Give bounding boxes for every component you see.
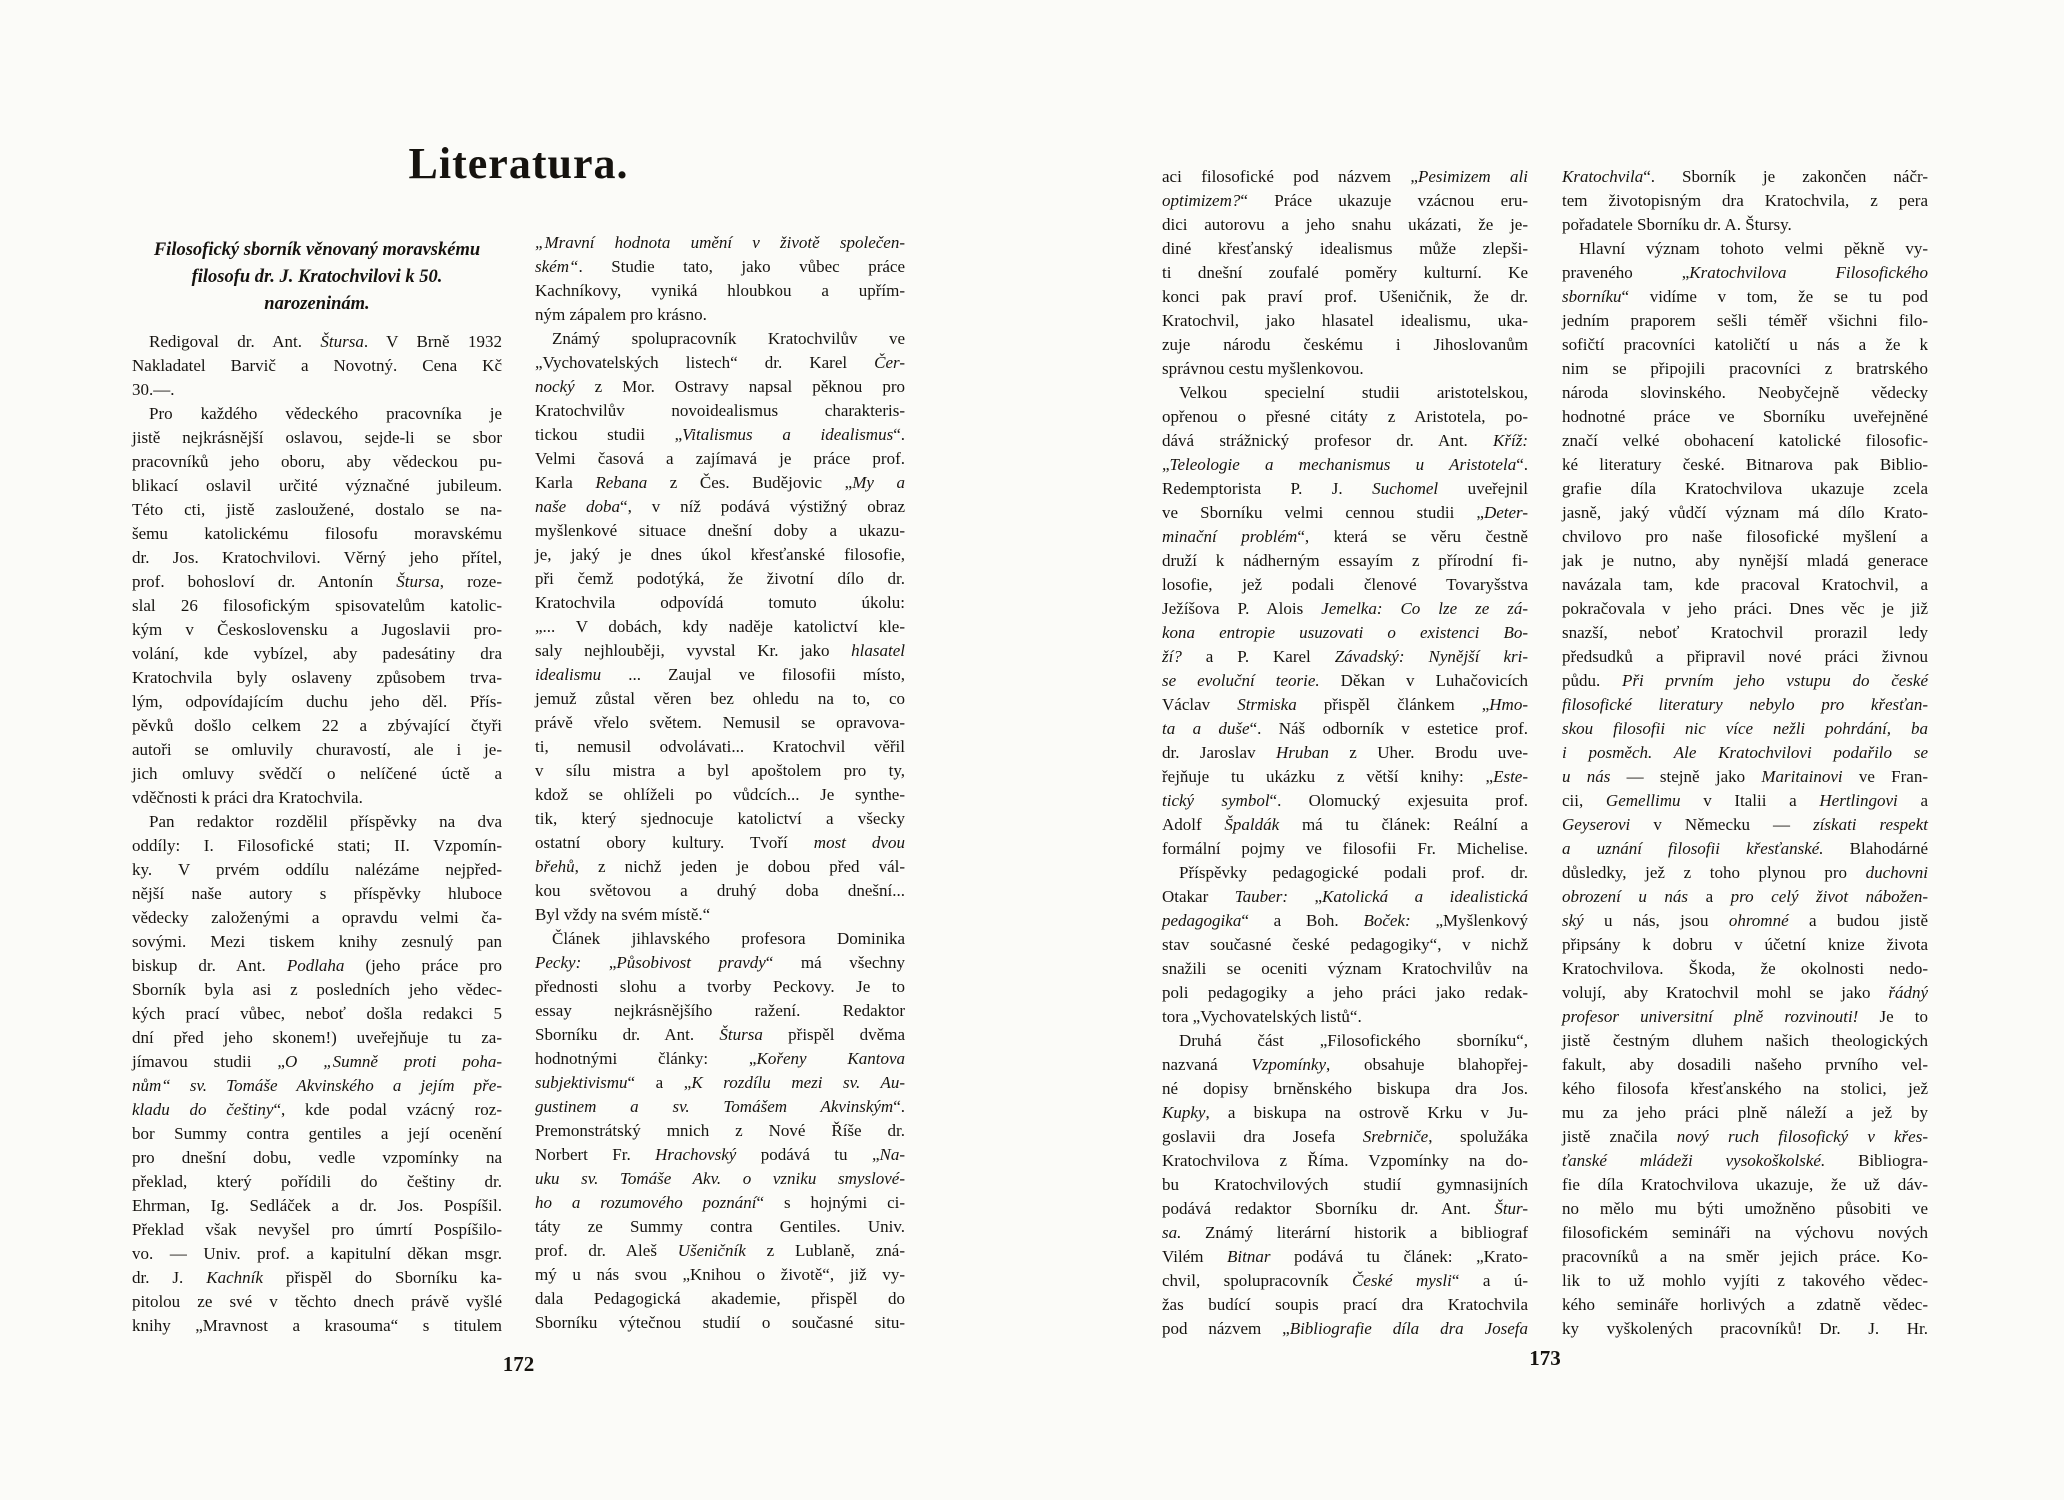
text-line: pitolou ze své v těchto dnech právě vyšlé	[132, 1292, 502, 1311]
text-line: kých prací vůbec, neboť došla redakci 5	[132, 1004, 502, 1023]
text-line: slal 26 filosofickým spisovatelům katolic-	[132, 596, 502, 615]
text-line: goslavii dra Josefa Srebrniče, spolužáka	[1162, 1127, 1528, 1146]
text-line: Otakar Tauber: „Katolická a idealistická	[1162, 887, 1528, 906]
text-line: Velmi časová a zajímavá je práce prof.	[535, 449, 905, 468]
text-line: pracovníků jeho oboru, aby vědeckou pu-	[132, 452, 502, 471]
text-line: essay nejkrásnějšího ražení. Redaktor	[535, 1001, 905, 1020]
text-line: losofie, jež podali členové Tovaryšstva	[1162, 575, 1528, 594]
text-line: Redigoval dr. Ant. Štursa. V Brně 1932	[132, 332, 502, 351]
text-line: sa. Známý literární historik a bibliograf	[1162, 1223, 1528, 1242]
text-line: Článek jihlavského profesora Dominika	[535, 929, 905, 948]
text-line: bor Summy contra gentiles a její ocenění	[132, 1124, 502, 1143]
text-line: pěvků došlo celkem 22 a zbývající čtyři	[132, 716, 502, 735]
text-line: optimizem?“ Práce ukazuje vzácnou eru-	[1162, 191, 1528, 210]
text-line: Nakladatel Barvič a Novotný. Cena Kč	[132, 356, 502, 375]
text-line: kou světovou a druhý doba dnešní...	[535, 881, 905, 900]
text-line: Kachníkovy, vyniká hloubkou a upřím-	[535, 281, 905, 300]
text-line: „Teleologie a mechanismus u Aristotela“.	[1162, 455, 1528, 474]
text-line: lým, odpovídajícím duchu jeho děl. Přís-	[132, 692, 502, 711]
text-line: mý u nás svou „Knihou o životě“, již vy-	[535, 1265, 905, 1284]
text-line: diné křesťanský idealismus může zlepši-	[1162, 239, 1528, 258]
text-line: né dopisy brněnského biskupa dra Jos.	[1162, 1079, 1528, 1098]
text-line: a uznání filosofii křesťanské. Blahodárné	[1562, 839, 1928, 858]
text-line: Pro každého vědeckého pracovníka je	[132, 404, 502, 423]
text-line: pokračovala v jeho práci. Dnes věc je již	[1562, 599, 1928, 618]
text-line: šemu katolickému filosofu moravskému	[132, 524, 502, 543]
text-line: sborníku“ vidíme v tom, že se tu pod	[1562, 287, 1928, 306]
text-line: táty ze Summy contra Gentiles. Univ.	[535, 1217, 905, 1236]
text-line: blikací oslavil určité význačné jubileum.	[132, 476, 502, 495]
text-line: Vilém Bitnar podává tu článek: „Krato-	[1162, 1247, 1528, 1266]
text-line: ky. V prvém oddílu nalézáme nejpřed-	[132, 860, 502, 879]
text-line: skou filosofii nic více nežli pohrdání, ba	[1562, 719, 1928, 738]
text-line: pořadatele Sborníku dr. A. Štursy.	[1562, 215, 1792, 234]
text-line: Pan redaktor rozdělil příspěvky na dva	[132, 812, 502, 831]
text-line: idealismu ... Zaujal ve filosofii místo,	[535, 665, 905, 684]
text-line: lik to už mohlo vyjíti z takového vědec-	[1562, 1271, 1928, 1290]
text-line: navázala tam, kde pracoval Kratochvil, a	[1562, 575, 1928, 594]
text-line: je, jaký je dnes úkol křesťanské filosofie,	[535, 545, 905, 564]
text-line: gustinem a sv. Tomášem Akvinským“.	[535, 1097, 905, 1116]
text-line: no mělo mu býti umožněno působiti ve	[1562, 1199, 1928, 1218]
text-line: Sborníku dr. Ant. Štursa přispěl dvěma	[535, 1025, 905, 1044]
text-line: jímavou studii „O „Sumně proti poha-	[132, 1052, 502, 1071]
text-line: ve Sborníku velmi cennou studii „Deter-	[1162, 503, 1528, 522]
text-line: Kratochvila byly oslaveny způsobem trva-	[132, 668, 502, 687]
left-page-column-2	[535, 231, 905, 1335]
text-line: ťanské mládeži vysokoškolské. Bibliogra-	[1562, 1151, 1928, 1170]
text-line: Václav Strmiska přispěl článkem „Hmo-	[1162, 695, 1528, 714]
text-line: Geyserovi v Německu — získati respekt	[1562, 815, 1928, 834]
text-line: nocký z Mor. Ostravy napsal pěknou pro	[535, 377, 905, 396]
text-line: řejňuje tu ukázku z větší knihy: „Este-	[1162, 767, 1528, 786]
text-line: tik, který sjednocuje katolictví a všecky	[535, 809, 905, 828]
text-line: ké literatury české. Bitnarova pak Biblio-	[1562, 455, 1928, 474]
dedication	[132, 237, 502, 318]
text-line: břehů, z nichž jeden je dobou před vál-	[535, 857, 905, 876]
text-line: ží? a P. Karel Závadský: Nynější kri-	[1162, 647, 1528, 666]
text-line: přednosti slohu a tvorby Peckovy. Je to	[535, 977, 905, 996]
text-line: i posměch. Ale Kratochvilovi podařilo se	[1562, 743, 1928, 762]
text-line: jistě značila nový ruch filosofický v křes-	[1562, 1127, 1928, 1146]
text-line: hodnotnými články: „Kořeny Kantova	[535, 1049, 905, 1068]
text-line: jemuž zůstal věren bez ohledu na to, co	[535, 689, 905, 708]
text-line: ti, nemusil odvolávati... Kratochvil věřil	[535, 737, 905, 756]
text-line: pod názvem „Bibliografie díla dra Josefa	[1162, 1319, 1529, 1338]
text-line: sofičtí pracovníci katoličtí u nás a že k	[1562, 335, 1928, 354]
text-line: fie díla Kratochvilova ukazuje, že už dáv-	[1562, 1175, 1928, 1194]
text-line: ta a duše“. Náš odborník v estetice prof.	[1162, 719, 1528, 738]
text-line: dní před jeho skonem!) uveřejňuje tu za-	[132, 1028, 502, 1047]
text-line: Premonstrátský mnich z Nové Říše dr.	[535, 1121, 905, 1140]
text-line: tický symbol“. Olomucký exjesuita prof.	[1162, 791, 1528, 810]
text-line: pracovníků a na směr jejich práce. Ko-	[1562, 1247, 1928, 1266]
text-line: předsudků a připravil nové práci živnou	[1562, 647, 1928, 666]
text-line: Byl vždy na svém místě.“	[535, 905, 711, 924]
text-line: obrození u nás a pro celý život nábožen-	[1562, 887, 1929, 906]
text-line: chvil, spolupracovník České mysli“ a ú-	[1162, 1271, 1528, 1290]
text-line: Norbert Fr. Hrachovský podává tu „Na-	[535, 1145, 906, 1164]
text-line: Pecky: „Působivost pravdy“ má všechny	[535, 953, 905, 972]
text-line: Známý spolupracovník Kratochvilův ve	[535, 329, 905, 348]
text-line: Kratochvila odpovídá tomuto úkolu:	[535, 593, 905, 612]
text-line: druží k nádherným essayím z přírodní fi-	[1162, 551, 1528, 570]
text-line: Kratochvilův novoidealismus charakteris-	[535, 401, 905, 420]
text-line: ky vyškolených pracovníků! Dr. J. Hr.	[1562, 1319, 1928, 1338]
text-line: naše doba“, v níž podává výstižný obraz	[535, 497, 905, 516]
text-line: sovými. Mezi tiskem knihy zesnulý pan	[132, 932, 502, 951]
text-line: filosofickém semináři na výchovu nových	[1562, 1223, 1928, 1242]
text-line: zuje národu českému i Jihoslovanům	[1162, 335, 1528, 354]
text-line: kého filosofa křesťanského na stolici, jež	[1562, 1079, 1928, 1098]
text-line: nům“ sv. Tomáše Akvinského a jejím pře-	[132, 1076, 502, 1095]
text-line: „Vychovatelských listech“ dr. Karel Čer-	[535, 353, 905, 372]
text-line: nim se připojili pracovníci z bratrského	[1562, 359, 1928, 378]
text-line: ti dnešní zoufalé poměry kulturní. Ke	[1162, 263, 1528, 282]
text-line: fakult, aby dosadili našeho prvního vel-	[1562, 1055, 1928, 1074]
text-line: formální pojmy ve filosofii Fr. Michelise.	[1162, 839, 1528, 858]
text-line: kého semináře horlivých a zdatně vědec-	[1562, 1295, 1928, 1314]
text-line: ným zápalem pro krásno.	[535, 305, 707, 324]
page-number-right: 173	[1529, 1346, 1561, 1370]
text-line: Hlavní význam tohoto velmi pěkně vy-	[1562, 239, 1928, 258]
text-line: pro dnešní dobu, vedle vzpomínky na	[132, 1148, 502, 1167]
text-line: Sborník byla asi z posledních jeho vědec-	[132, 980, 502, 999]
text-line: 30.—.	[132, 380, 175, 399]
text-line: mu za jeho práci plně náleží a jež by	[1562, 1103, 1928, 1122]
text-line: Kupky, a biskupa na ostrově Krku v Ju-	[1162, 1103, 1528, 1122]
text-line: Filosofický sborník věnovaný moravskému	[153, 240, 481, 260]
text-line: Překlad však nevyšel pro úmrtí Pospíšilo-	[132, 1220, 502, 1239]
text-line: biskup dr. Ant. Podlaha (jeho práce pro	[132, 956, 502, 975]
text-line: dr. Jos. Kratochvilovi. Věrný jeho přítel,	[132, 548, 502, 567]
text-line: Ježíšova P. Alois Jemelka: Co lze ze zá-	[1162, 599, 1528, 618]
text-line: vděčnosti k práci dra Kratochvila.	[132, 788, 363, 807]
text-line: „... V dobách, kdy naděje katolictví kle-	[535, 617, 905, 636]
text-line: Kratochvilova z Říma. Vzpomínky na do-	[1162, 1151, 1528, 1170]
text-line: Velkou specielní studii aristotelskou,	[1162, 383, 1528, 402]
text-line: v sílu mistra a byl apoštolem pro ty,	[535, 761, 905, 780]
text-line: minační problém“, která se věru čestně	[1162, 527, 1528, 546]
text-line: narozeninám.	[264, 294, 370, 314]
text-line: dává strážnický profesor dr. Ant. Kříž:	[1162, 431, 1528, 450]
text-line: vo. — Univ. prof. a kapitulní děkan msgr.	[132, 1244, 502, 1263]
text-line: při čemž podotýká, že životní dílo dr.	[535, 569, 905, 588]
text-line: stav současné české pedagogiky“, v nichž	[1162, 935, 1528, 954]
text-line: tora „Vychovatelských listů“.	[1162, 1007, 1362, 1026]
text-line: se evoluční teorie. Děkan v Luhačovicích	[1162, 671, 1528, 690]
text-line: Karla Rebana z Čes. Budějovic „My a	[535, 473, 905, 492]
text-line: nazvaná Vzpomínky, obsahuje blahopřej-	[1162, 1055, 1528, 1074]
text-line: Redemptorista P. J. Suchomel uveřejnil	[1162, 479, 1528, 498]
text-line: myšlenkové situace dnešní doby a ukazu-	[535, 521, 905, 540]
text-line: kým v Československu a Jugoslavii pro-	[132, 620, 502, 639]
text-line: autoři se omluvily churavostí, ale i je-	[132, 740, 502, 759]
text-line: prof. bohosloví dr. Antonín Štursa, roze-	[132, 572, 502, 591]
text-line: dr. Jaroslav Hruban z Uher. Brodu uve-	[1162, 743, 1528, 762]
text-line: grafie díla Kratochvilova ukazuje zcela	[1562, 479, 1928, 498]
text-line: Druhá část „Filosofického sborníku“,	[1162, 1031, 1528, 1050]
text-line: jistě nejkrásnější oslavou, sejde-li se sbor	[132, 428, 502, 447]
text-line: opřenou o přesné citáty z Aristotela, po-	[1162, 407, 1528, 426]
text-line: tem životopisným dra Kratochvila, z pera	[1562, 191, 1928, 210]
text-line: tickou studii „Vitalismus a idealismus“.	[535, 425, 905, 444]
text-line: Této cti, jistě zasloužené, dostalo se na-	[132, 500, 502, 519]
text-line: subjektivismu“ a „K rozdílu mezi sv. Au-	[535, 1073, 905, 1092]
text-line: jak je nutno, aby nynější mladá generace	[1562, 551, 1928, 570]
text-line: snažili se oceniti význam Kratochvilův na	[1162, 959, 1528, 978]
text-line: oddíly: I. Filosofické stati; II. Vzpomín-	[132, 836, 502, 855]
text-line: filosofické literatury nebylo pro křesťan-	[1562, 695, 1928, 714]
text-line: „Mravní hodnota umění v životě společen-	[535, 233, 905, 252]
text-line: bu Kratochvilových studií gymnasijních	[1162, 1175, 1528, 1194]
text-line: jasně, jaký vůdčí význam má dílo Krato-	[1562, 503, 1928, 522]
text-line: poli pedagogiky a jeho práci jako redak-	[1162, 983, 1528, 1002]
section-heading: Literatura.	[408, 139, 629, 188]
text-line: filosofu dr. J. Kratochvilovi k 50.	[191, 267, 443, 287]
text-line: dici autorovu a jeho snahu ukázati, že je-	[1162, 215, 1528, 234]
text-line: profesor universitní plně rozvinouti! Je to	[1562, 1007, 1928, 1026]
text-line: Ehrman, Ig. Sedláček a dr. Jos. Pospíšil.	[132, 1196, 502, 1215]
text-line: volání, kde vybízel, aby padesátiny dra	[132, 644, 502, 663]
text-line: aci filosofické pod názvem „Pesimizem ali	[1162, 167, 1529, 186]
text-line: jedním praporem sešli téměř všichni filo-	[1562, 311, 1928, 330]
right-page-column-1	[1162, 165, 1528, 1341]
text-line: Příspěvky pedagogické podali prof. dr.	[1162, 863, 1528, 882]
text-line: u nás — stejně jako Maritainovi ve Fran-	[1562, 767, 1928, 786]
text-line: dala Pedagogická akademie, přispěl do	[535, 1289, 905, 1308]
text-line: pedagogika“ a Boh. Boček: „Myšlenkový	[1162, 911, 1528, 930]
text-line: důsledky, jež z toho plynou pro duchovni	[1562, 863, 1928, 882]
text-line: půdu. Při prvním jeho vstupu do české	[1562, 671, 1928, 690]
text-line: právě vřelo světem. Nemusil se opravova-	[535, 713, 905, 732]
text-line: uku sv. Tomáše Akv. o vzniku smyslové-	[535, 1169, 905, 1188]
text-line: připsány k dobru v účetní knize života	[1562, 935, 1928, 954]
page-number-left: 172	[502, 1352, 535, 1376]
text-line: dr. J. Kachník přispěl do Sborníku ka-	[132, 1268, 502, 1287]
text-line: knihy „Mravnost a krasouma“ s titulem	[132, 1316, 502, 1335]
text-line: kladu do češtiny“, kde podal vzácný roz-	[132, 1100, 502, 1119]
text-line: nější naše autory s příspěvky hluboce	[132, 884, 502, 903]
text-line: Kratochvil, jako hlasatel idealismu, uka-	[1162, 311, 1528, 330]
text-line: Adolf Špaldák má tu článek: Reální a	[1162, 815, 1528, 834]
text-line: konci pak praví prof. Ušeničnik, že dr.	[1162, 287, 1528, 306]
text-line: jistě čestným dluhem našich theologických	[1562, 1031, 1928, 1050]
text-line: cii, Gemellimu v Italii a Hertlingovi a	[1562, 791, 1928, 810]
text-line: národa slovinského. Neobyčejně vědecky	[1562, 383, 1928, 402]
text-line: ský u nás, jsou ohromné a budou jistě	[1562, 911, 1928, 930]
text-line: Kratochvilova. Škoda, že okolnosti nedo-	[1562, 959, 1928, 978]
text-line: volují, aby Kratochvil mohl se jako řádný	[1562, 983, 1928, 1002]
left-page-column-1	[132, 330, 502, 1338]
text-line: Kratochvila“. Sborník je zakončen náčr-	[1562, 167, 1928, 186]
text-line: ho a rozumového poznání“ s hojnými ci-	[535, 1193, 906, 1212]
text-line: kona entropie usuzovati o existenci Bo-	[1162, 623, 1528, 642]
text-line: žas budící soupis prací dra Kratochvila	[1162, 1295, 1528, 1314]
text-line: snazší, neboť Kratochvil prorazil ledy	[1562, 623, 1928, 642]
text-line: značí velké obohacení katolické filosofic-	[1562, 431, 1928, 450]
text-line: prof. dr. Aleš Ušeničník z Lublaně, zná-	[535, 1241, 905, 1260]
text-line: hodnotné práce ve Sborníku uveřejněné	[1562, 407, 1928, 426]
text-line: jich omluvy svědčí o nelíčené úctě a	[132, 764, 502, 783]
text-line: chvilovo pro naše filosofické myšlení a	[1562, 527, 1928, 546]
text-line: ostatní obory kultury. Tvoří most dvou	[535, 833, 905, 852]
text-line: vědecky založenými a opravdu velmi ča-	[132, 908, 502, 927]
text-line: Sborníku výtečnou studií o současné situ-	[535, 1313, 905, 1332]
text-line: ském“. Studie tato, jako vůbec práce	[535, 257, 905, 276]
text-line: správnou cestu myšlenkovou.	[1162, 359, 1364, 378]
text-line: kdož se ohlíželi po vůdcích... Je synthe-	[535, 785, 905, 804]
text-line: praveného „Kratochvilova Filosofického	[1562, 263, 1928, 282]
text-line: saly nejhlouběji, vyvstal Kr. jako hlasatel	[535, 641, 905, 660]
text-line: podává redaktor Sborníku dr. Ant. Štur-	[1162, 1199, 1528, 1218]
right-page-column-2	[1562, 165, 1928, 1341]
text-line: překlad, který pořídili do češtiny dr.	[132, 1172, 502, 1191]
